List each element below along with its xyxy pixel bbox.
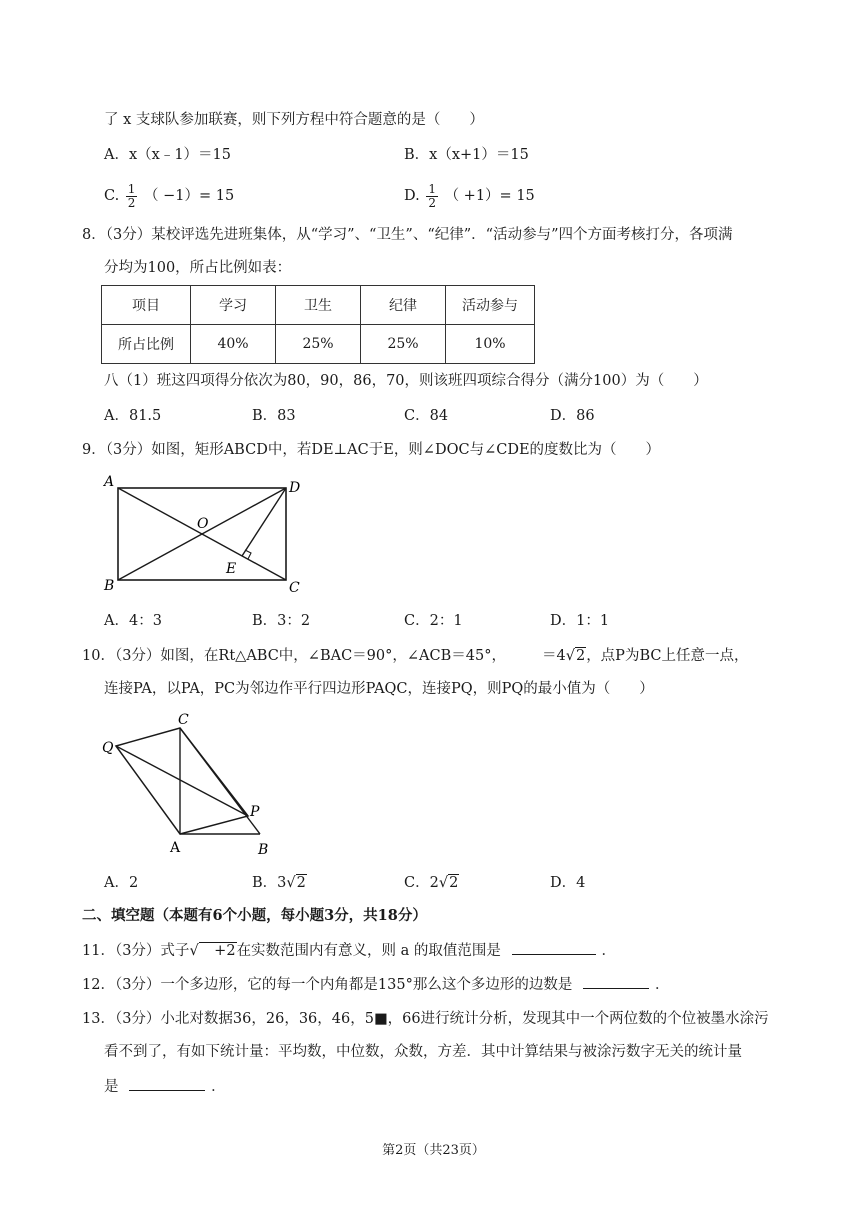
q7-option-d-fraction xyxy=(426,183,438,210)
q12-end: ． xyxy=(654,977,670,993)
q10-option-c xyxy=(404,873,459,893)
table-cell: 活动参与 xyxy=(446,286,535,325)
q9-option-b: B．3：2 xyxy=(252,613,311,629)
q7-option-c-fraction xyxy=(126,183,138,210)
label-b: B xyxy=(258,842,269,858)
q8-stem-line-1: 8．（3分）某校评选先进班集体，从“学习”、“卫生”、“纪律”．“活动参与”四个方面考核打分，各项满 xyxy=(82,227,733,243)
label-q: Q xyxy=(102,740,114,756)
fraction-numerator: 1 xyxy=(428,181,436,196)
table-cell: 学习 xyxy=(191,286,276,325)
q10-stem-line-1 xyxy=(82,646,748,666)
q13-prefix: 是 xyxy=(104,1079,119,1095)
q7-option-c xyxy=(104,178,234,214)
q11-end: ． xyxy=(601,943,617,959)
sqrt-radicand: 2 xyxy=(296,875,306,891)
q10-stem-part-3: ，点P为BC上任意一点， xyxy=(586,648,749,664)
sqrt-radicand: 2 xyxy=(575,648,586,664)
table-cell: 10% xyxy=(446,325,535,364)
fraction-numerator: 1 xyxy=(127,181,136,196)
q7-option-d xyxy=(404,178,535,214)
option-b-prefix: B．3 xyxy=(252,875,287,891)
segment-de xyxy=(242,488,286,556)
q11-stem xyxy=(82,940,616,961)
q13-stem-line-1: 13．（3分）小北对数据36，26，36，46，5■，66进行统计分析，发现其中一个两位数的个位被墨水涂污 xyxy=(82,1011,769,1027)
label-b: B xyxy=(104,578,115,594)
label-c: C xyxy=(178,712,189,728)
q9-option-a: A．4：3 xyxy=(104,613,162,629)
q9-option-c: C．2：1 xyxy=(404,613,463,629)
q8-stem-line-2: 分均为100，所占比例如表： xyxy=(104,260,292,276)
q7-option-c-label: C. xyxy=(104,188,120,204)
q11-body: 在实数范围内有意义，则 a 的取值范围是 xyxy=(236,943,501,959)
q7-option-c-rest: （ −1）= 15 xyxy=(144,188,235,204)
q10-stem-part-1: 10．（3分）如图，在Rt△ABC中，∠BAC＝90°，∠ACB＝45°， xyxy=(82,648,506,664)
label-c: C xyxy=(289,580,300,596)
q7-option-a: A．x（x﹣1）＝15 xyxy=(104,147,232,163)
table-cell: 25% xyxy=(276,325,361,364)
q8-option-c: C．84 xyxy=(404,408,449,424)
fraction-denominator: 2 xyxy=(127,195,136,210)
segment-pq xyxy=(116,746,248,816)
q10-option-a: A．2 xyxy=(104,875,139,891)
q9-option-d: D．1：1 xyxy=(550,613,610,629)
segment-cb xyxy=(180,728,260,834)
table-cell: 卫生 xyxy=(276,286,361,325)
label-d: D xyxy=(289,480,301,496)
q7-stem-tail: 了 x 支球队参加联赛，则下列方程中符合题意的是（ ） xyxy=(104,112,484,128)
q8-score-table xyxy=(101,285,535,364)
q10-stem-line-2: 连接PA，以PA，PC为邻边作平行四边形PAQC，连接PQ，则PQ的最小值为（ ） xyxy=(104,681,654,697)
q13-stem-line-2: 看不到了，有如下统计量：平均数，中位数，众数，方差．其中计算结果与被涂污数字无关的统计量 xyxy=(104,1044,742,1060)
sqrt-expression: √2 xyxy=(438,875,459,891)
q10-option-b xyxy=(252,873,307,893)
q10-option-d: D．4 xyxy=(550,875,586,891)
label-a: A xyxy=(170,840,181,856)
sqrt-expression: √2 xyxy=(565,648,586,664)
table-cell: 所占比例 xyxy=(102,325,191,364)
label-e: E xyxy=(226,561,237,577)
q8-option-d: D．86 xyxy=(550,408,595,424)
table-cell: 25% xyxy=(361,325,446,364)
q13-end: ． xyxy=(211,1079,226,1095)
sqrt-expression: √2 xyxy=(286,875,306,891)
table-cell: 项目 xyxy=(102,286,191,325)
section-2-heading: 二、填空题（本题有6个小题，每小题3分，共18分） xyxy=(82,907,427,924)
q8-option-a: A．81.5 xyxy=(104,408,162,424)
label-o: O xyxy=(197,516,209,532)
q12-stem xyxy=(82,974,669,995)
table-cell: 纪律 xyxy=(361,286,446,325)
q10-stem-part-2: ＝4 xyxy=(541,648,566,664)
label-p: P xyxy=(250,804,260,820)
label-a: A xyxy=(104,474,115,490)
q10-parallelogram-figure xyxy=(96,708,286,858)
q12-body: 12．（3分）一个多边形，它的每一个内角都是135°那么这个多边形的边数是 xyxy=(82,977,573,993)
table-header-row xyxy=(102,286,535,325)
sqrt-radicand: 2 xyxy=(449,875,459,891)
q7-option-b: B．x（x+1）＝15 xyxy=(404,147,529,163)
q11-answer-blank[interactable] xyxy=(512,940,596,955)
sqrt-expression: √ +2 xyxy=(189,943,236,959)
q12-answer-blank[interactable] xyxy=(583,974,649,989)
q7-option-d-rest: （ +1）= 15 xyxy=(444,188,535,204)
q13-answer-blank[interactable] xyxy=(129,1076,205,1091)
q13-stem-line-3 xyxy=(104,1076,226,1097)
table-row xyxy=(102,325,535,364)
q9-rectangle-figure xyxy=(96,470,316,600)
q7-option-d-label: D. xyxy=(404,188,420,204)
q9-stem: 9．（3分）如图，矩形ABCD中，若DE⊥AC于E，则∠DOC与∠CDE的度数比为（ ） xyxy=(82,442,661,458)
fraction-denominator: 2 xyxy=(428,195,436,210)
q8-option-b: B．83 xyxy=(252,408,296,424)
page-footer: 第2页（共23页） xyxy=(382,1143,485,1158)
q11-prefix: 11．（3分）式子 xyxy=(82,943,190,959)
q8-stem-line-3: 八（1）班这四项得分依次为80，90，86，70，则该班四项综合得分（满分100）为（ ） xyxy=(104,373,708,389)
sqrt-radicand: +2 xyxy=(199,943,236,959)
option-c-prefix: C．2 xyxy=(404,875,439,891)
table-cell: 40% xyxy=(191,325,276,364)
